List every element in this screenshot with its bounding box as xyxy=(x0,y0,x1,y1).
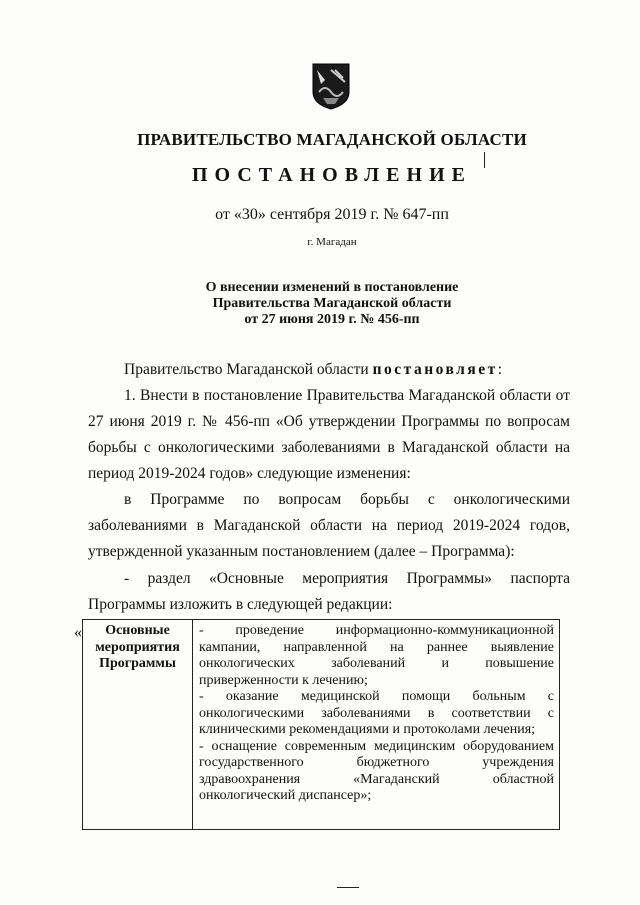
list-item: - оказание медицинской помощи больным с онкологическими заболеваниями в соответствии с клиническими рекомендациями и протоколами лечения; xyxy=(199,689,554,737)
scan-artifact xyxy=(484,152,485,168)
paragraph-2 xyxy=(88,487,570,565)
paragraph-2-text: в Программе по вопросам борьбы с онкологическими заболеваниями в Магаданской области на период 2019-2024 годов, утвержденной указанным постановлением (далее – Программа): xyxy=(88,491,570,560)
organization-title: ПРАВИТЕЛЬСТВО МАГАДАНСКОЙ ОБЛАСТИ xyxy=(137,130,527,149)
intro-suffix: : xyxy=(497,361,503,378)
table-left-header: Основные мероприятия Программы xyxy=(83,620,193,829)
subject-line-3: от 27 июня 2019 г. № 456-пп xyxy=(244,312,420,327)
scan-artifact xyxy=(337,887,359,888)
paragraph-3 xyxy=(88,566,570,618)
coat-of-arms-emblem xyxy=(311,62,351,110)
document-date-number: от «30» сентября 2019 г. № 647-пп xyxy=(215,206,449,223)
intro-paragraph xyxy=(88,357,570,383)
item-1-paragraph xyxy=(88,383,570,487)
document-city: г. Магадан xyxy=(307,236,357,248)
document-subject xyxy=(12,280,640,328)
subject-line-1: О внесении изменений в постановление xyxy=(205,280,459,295)
paragraph-3-text: - раздел «Основные мероприятия Программы» паспорта Программы изложить в следующей редакции: xyxy=(88,570,570,613)
intro-prefix: Правительство Магаданской области xyxy=(124,361,369,378)
program-activities-table xyxy=(82,619,560,830)
table-right-cell xyxy=(193,620,559,829)
intro-verb: постановляет xyxy=(372,361,498,378)
subject-line-2: Правительства Магаданской области xyxy=(212,296,452,311)
list-item: - оснащение современным медицинским оборудованием государственного бюджетного учреждения здравоохранения «Магаданский областной онкологический диспансер»; xyxy=(199,738,554,803)
opening-quote-mark: « xyxy=(74,624,82,641)
document-type: ПОСТАНОВЛЕНИЕ xyxy=(192,164,472,186)
item-1-text: 1. Внести в постановление Правительства Магаданской области от 27 июня 2019 г. № 456-пп «Об утверждении Программы по вопросам борьбы с онкологическими заболеваниями в Магаданской области на период 2019-2024 годов» следующие изменения: xyxy=(88,387,570,482)
list-item: - проведение информационно-коммуникационной кампании, направленной на раннее выявление онкологических заболеваний и повышение приверженности к лечению; xyxy=(199,623,554,688)
